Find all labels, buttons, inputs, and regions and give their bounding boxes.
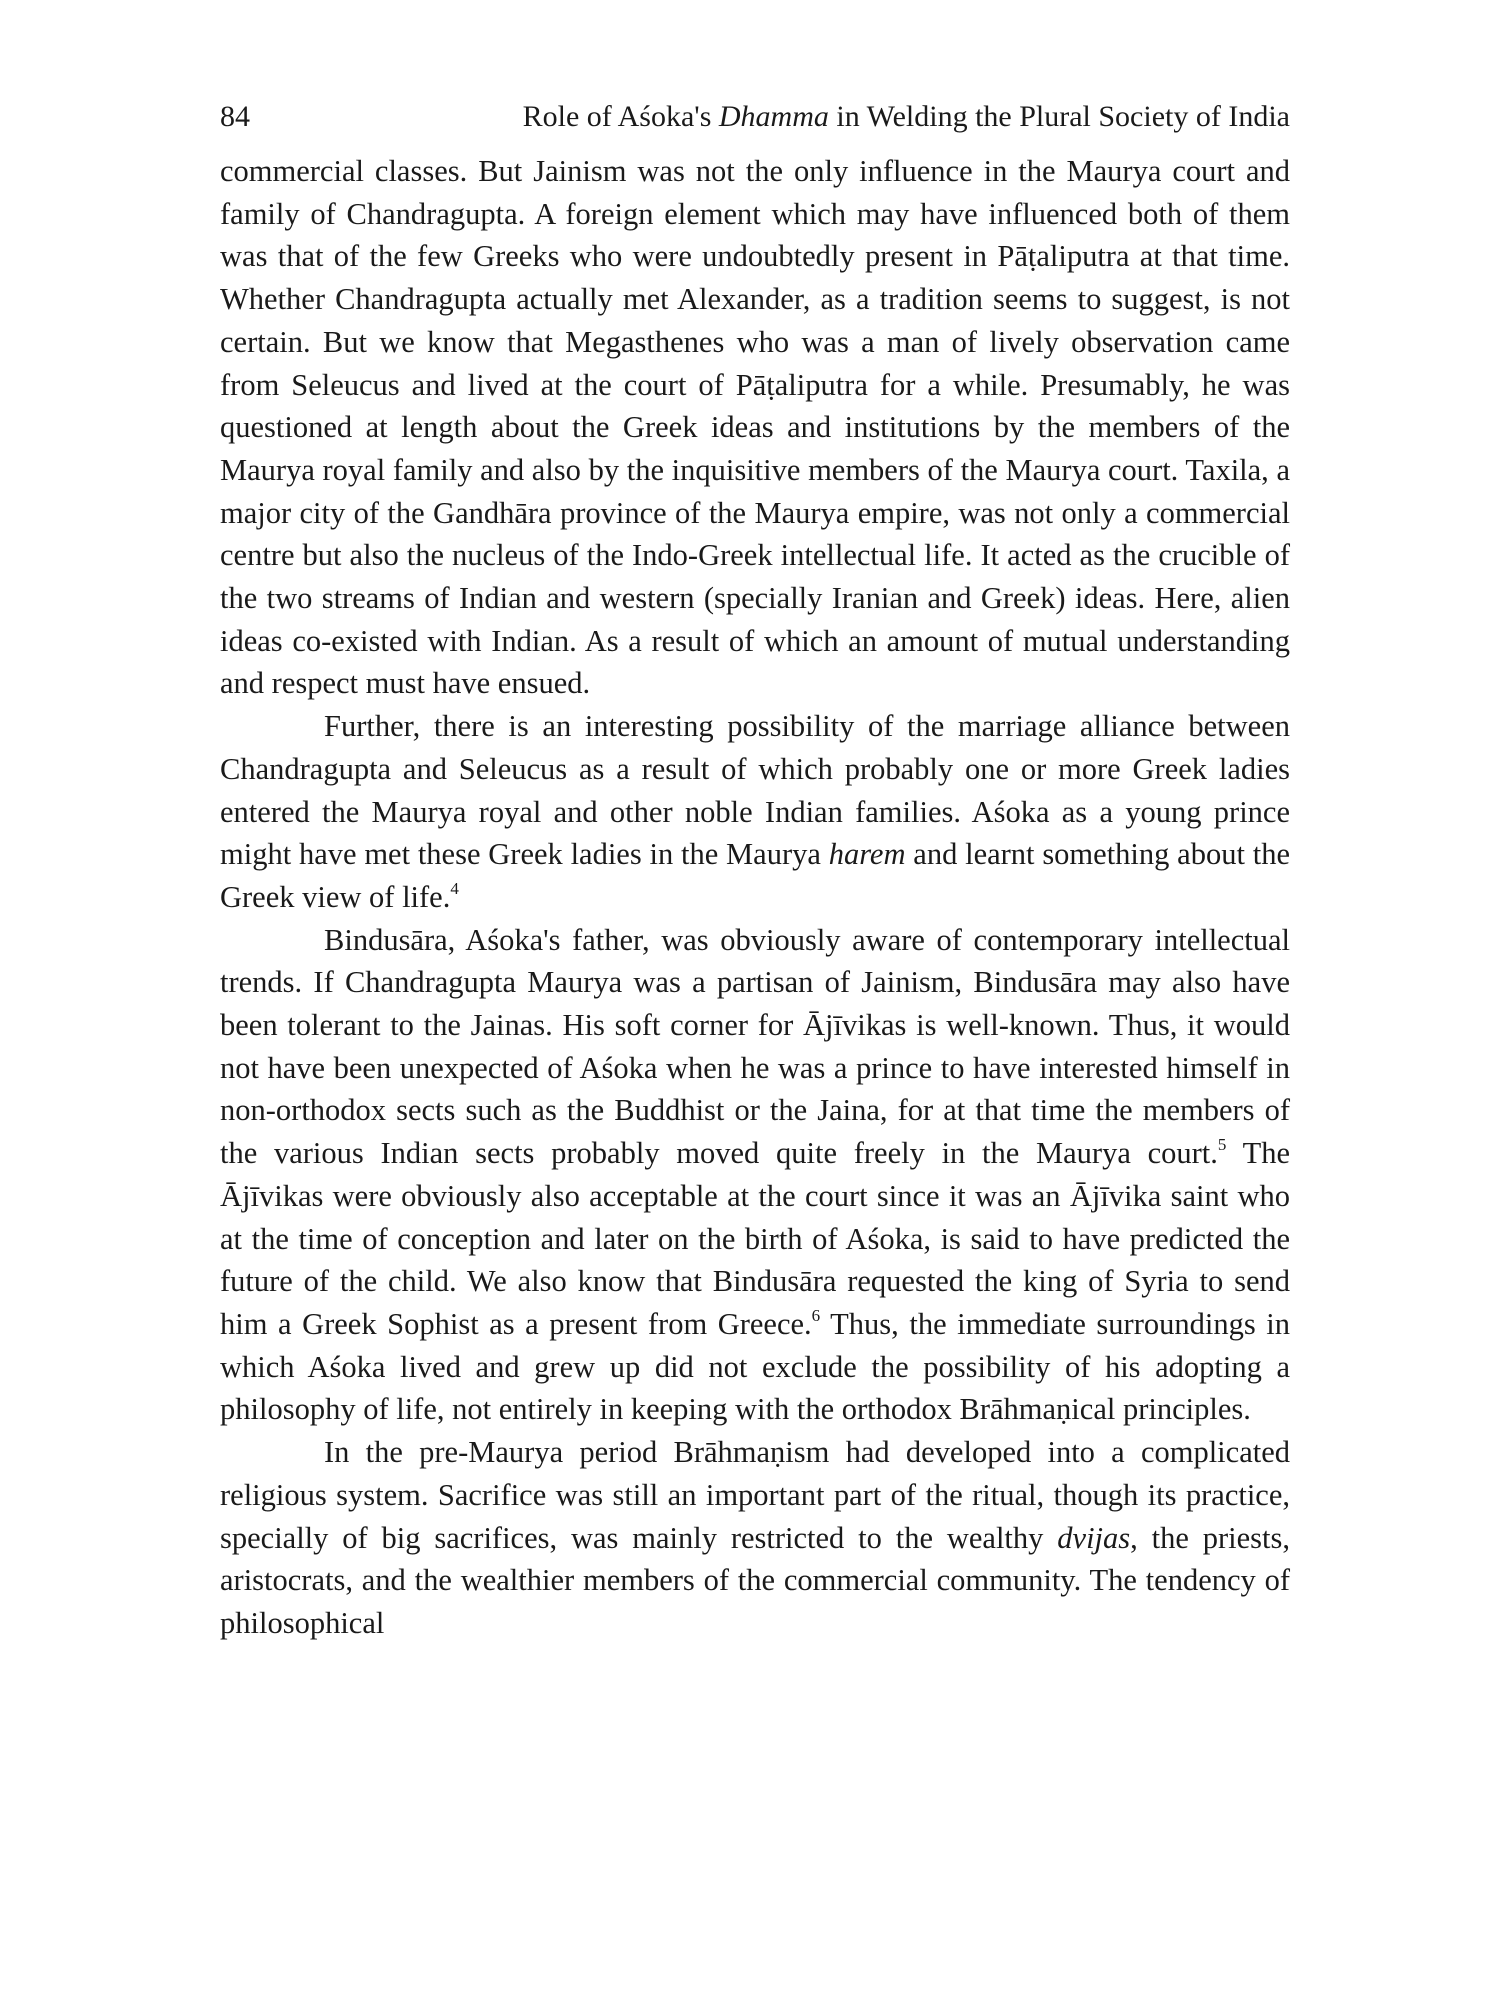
running-head-italic: Dhamma [718,100,829,133]
paragraph-3-text-1: Bindusāra, Aśoka's father, was obviously aware of contemporary intellectual trends. If Chandragupta Maurya was a partisan of Jainism, Bindusāra may also have been tolerant to the Jainas. His soft corner for Ājīvikas is well-known. Thus, it would not have been unexpected of Aśoka when he was a prince to have interested himself in non-orthodox sects such as the Buddhist or the Jaina, for at that time the members of the various Indian sects probably moved quite freely in the Maurya court. [220,922,1290,1171]
paragraph-3-text-2: The Ājīvikas were obviously also acceptable at the court since it was an Ājīvika saint who at the time of conception and later on the birth of Aśoka, is said to have predicted the future of the child. We also know that Bindusāra requested the king of Syria to send him a Greek Sophist as a present from Greece. [220,1136,1290,1341]
running-head-text-after: in Welding the Plural Society of India [828,100,1290,133]
running-head-text-before: Role of Aśoka's [522,100,719,133]
page-number: 84 [220,100,250,133]
footnote-ref-6[interactable]: 6 [811,1305,821,1325]
paragraph-4-text-1: In the pre-Maurya period Brāhmaṇism had developed into a complicated religious system. Sacrifice was still an important part of the ritual, though its practice, specially of big sacrifices, was mainly restricted to the wealthy [220,1435,1290,1555]
paragraph-2-text-2: and learnt something about the Greek view of life. [220,837,1290,914]
running-head [523,100,1290,134]
paragraph-4 [220,1431,1290,1645]
footnote-ref-5[interactable]: 5 [1217,1135,1227,1155]
page-header [220,100,1290,140]
paragraph-1: commercial classes. But Jainism was not the only influence in the Maurya court and family of Chandragupta. A foreign element which may have influenced both of them was that of the few Greeks who were undoubtedly present in Pāṭaliputra at that time. Whether Chandragupta actually met Alexander, as a tradition seems to suggest, is not certain. But we know that Megasthenes who was a man of lively observation came from Seleucus and lived at the court of Pāṭaliputra for a while. Presumably, he was questioned at length about the Greek ideas and institutions by the members of the Maurya royal family and also by the inquisitive members of the Maurya court. Taxila, a major city of the Gandhāra province of the Maurya empire, was not only a commercial centre but also the nucleus of the Indo-Greek intellectual life. It acted as the crucible of the two streams of Indian and western (specially Iranian and Greek) ideas. Here, alien ideas co-existed with Indian. As a result of which an amount of mutual understanding and respect must have ensued. [220,154,1290,701]
paragraph-4-italic-dvijas: dvijas [1057,1520,1131,1555]
paragraph-3-text-3: Thus, the immediate surroundings in which Aśoka lived and grew up did not exclude the possibility of his adopting a philosophy of life, not entirely in keeping with the orthodox Brāhmaṇical principles. [220,1306,1290,1427]
footnote-ref-4[interactable]: 4 [450,878,459,898]
paragraph-4-text-2: , the priests, aristocrats, and the wealthier members of the commercial community. The tendency of philosophical [220,1520,1290,1640]
paragraph-3 [220,919,1290,1431]
paragraph-2-italic-harem: harem [828,837,906,872]
body-text [220,150,1290,1645]
paragraph-2-text-1: Further, there is an interesting possibility of the marriage alliance between Chandragupta and Seleucus as a result of which probably one or more Greek ladies entered the Maurya royal and other noble Indian families. Aśoka as a young prince might have met these Greek ladies in the Maurya [220,709,1290,872]
paragraph-2 [220,705,1290,919]
